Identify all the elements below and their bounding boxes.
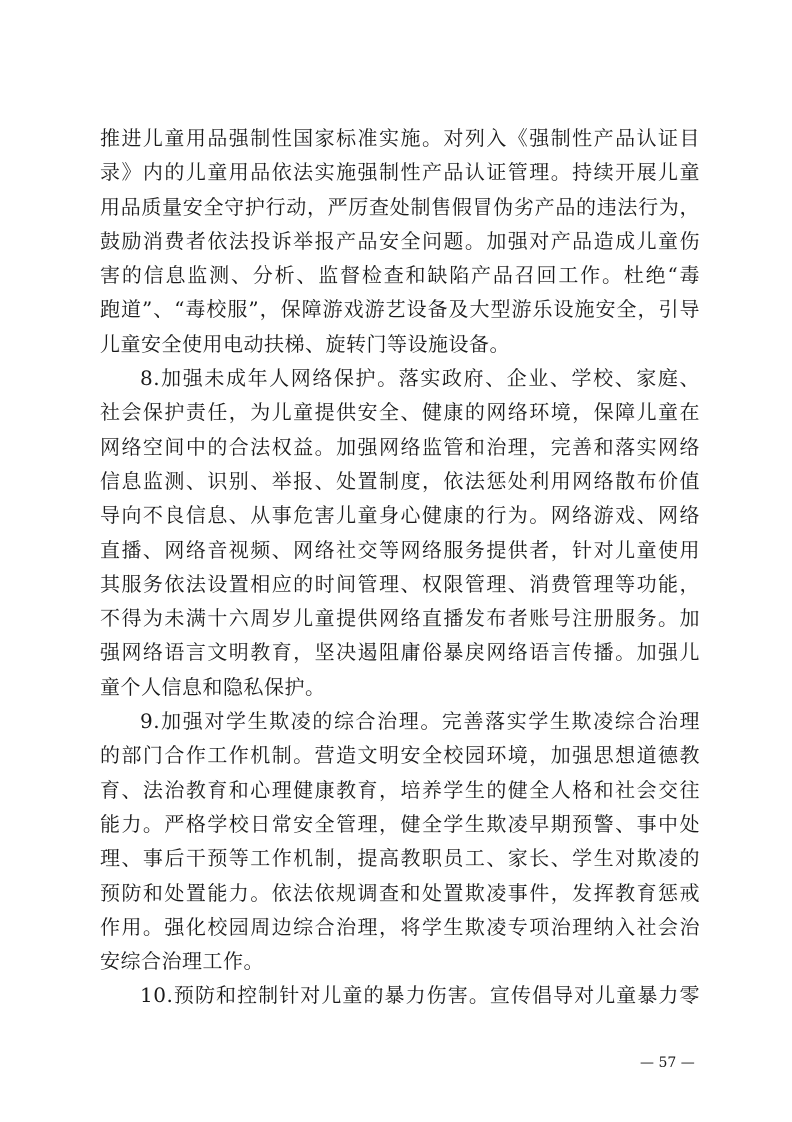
text-line: 作用。强化校园周边综合治理，将学生欺凌专项治理纳入社会治 (100, 914, 700, 939)
text-line: 不得为未满十六周岁儿童提供网络直播发布者账号注册服务。加 (100, 606, 700, 631)
text-line: 网络空间中的合法权益。加强网络监管和治理，完善和落实网络 (100, 434, 700, 459)
text-line: 推进儿童用品强制性国家标准实施。对列入《强制性产品认证目 (100, 126, 700, 150)
text-line: 导向不良信息、从事危害儿童身心健康的行为。网络游戏、网络 (100, 503, 700, 528)
text-line: 信息监测、识别、举报、处置制度，依法惩处利用网络散布价值 (100, 468, 700, 493)
text-line: 其服务依法设置相应的时间管理、权限管理、消费管理等功能， (100, 571, 700, 596)
paragraph-heading-8: 8.加强未成年人网络保护。落实政府、企业、学校、家庭、 (140, 366, 700, 391)
text-line: 理、事后干预等工作机制，提高教职员工、家长、学生对欺凌的 (100, 846, 700, 871)
text-line: 安综合治理工作。 (100, 949, 264, 974)
text-line: 害的信息监测、分析、监督检查和缺陷产品召回工作。杜绝“毒 (100, 263, 700, 288)
text-line: 强网络语言文明教育，坚决遏阻庸俗暴戾网络语言传播。加强儿 (100, 640, 700, 665)
text-line: 儿童安全使用电动扶梯、旋转门等设施设备。 (100, 331, 510, 356)
text-line: 社会保护责任，为儿童提供安全、健康的网络环境，保障儿童在 (100, 400, 700, 425)
text-line: 能力。严格学校日常安全管理，健全学生欺凌早期预警、事中处 (100, 811, 700, 836)
text-line: 的部门合作工作机制。营造文明安全校园环境，加强思想道德教 (100, 743, 700, 768)
text-line: 预防和处置能力。依法依规调查和处置欺凌事件，发挥教育惩戒 (100, 880, 700, 905)
text-line: 跑道”、“毒校服”，保障游戏游艺设备及大型游乐设施安全，引导 (100, 297, 700, 322)
paragraph-heading-9: 9.加强对学生欺凌的综合治理。完善落实学生欺凌综合治理 (140, 709, 700, 734)
text-line: 育、法治教育和心理健康教育，培养学生的健全人格和社会交往 (100, 777, 700, 802)
text-line: 录》内的儿童用品依法实施强制性产品认证管理。持续开展儿童 (100, 160, 700, 185)
text-line: 童个人信息和隐私保护。 (100, 674, 326, 699)
page-number: — 57 — (640, 1055, 695, 1071)
text-line: 直播、网络音视频、网络社交等网络服务提供者，针对儿童使用 (100, 537, 700, 562)
body-text (100, 121, 700, 1013)
paragraph-heading-10: 10.预防和控制针对儿童的暴力伤害。宣传倡导对儿童暴力零 (140, 983, 700, 1008)
text-line: 鼓励消费者依法投诉举报产品安全问题。加强对产品造成儿童伤 (100, 228, 700, 253)
text-line: 用品质量安全守护行动，严厉查处制售假冒伪劣产品的违法行为， (100, 194, 700, 219)
